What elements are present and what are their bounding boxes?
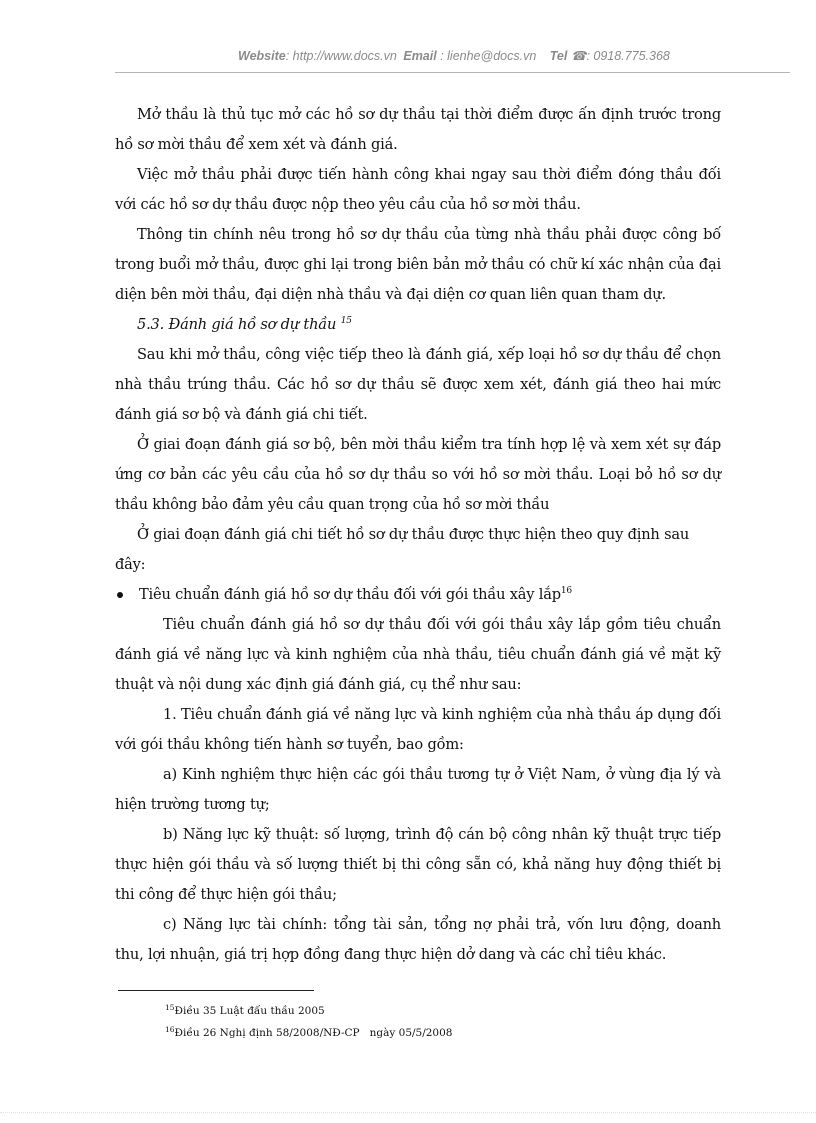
website-value: : http://www.docs.vn — [285, 49, 397, 63]
footnote-number: 16 — [165, 1025, 175, 1034]
paragraph-3: Thông tin chính nêu trong hồ sơ dự thầu của từng nhà thầu phải được công bố trong buổi mở thầu, được ghi lại trong biên bản mở thầu có chữ kí xác nhận của đại diện bên mời thầu, đại diện nhà thầu và đại diện cơ quan liên quan tham dự. — [115, 226, 721, 303]
paragraph-7: Tiêu chuẩn đánh giá hồ sơ dự thầu đối với gói thầu xây lắp gồm tiêu chuẩn đánh giá về năng lực và kinh nghiệm của nhà thầu, tiêu chuẩn đánh giá về mặt kỹ thuật và nội dung xác định giá đánh giá, cụ thể như sau: — [115, 616, 721, 693]
section-heading-text: 5.3. Đánh giá hồ sơ dự thầu — [137, 316, 337, 333]
paragraph-9: a) Kinh nghiệm thực hiện các gói thầu tương tự ở Việt Nam, ở vùng địa lý và hiện trường tương tự; — [115, 766, 721, 813]
email-value: : lienhe@docs.vn — [436, 49, 537, 63]
tel-value: : 0918.775.368 — [586, 49, 670, 63]
phone-icon: ☎ — [570, 49, 587, 63]
paragraph-2: Việc mở thầu phải được tiến hành công khai ngay sau thời điểm đóng thầu đối với các hồ sơ dự thầu được nộp theo yêu cầu của hồ sơ mời thầu. — [115, 166, 721, 213]
paragraph-11: c) Năng lực tài chính: tổng tài sản, tổng nợ phải trả, vốn lưu động, doanh thu, lợi nhuận, giá trị hợp đồng đang thực hiện dở dang và các chỉ tiêu khác. — [115, 916, 721, 963]
footnote-item — [165, 1022, 452, 1044]
bullet-text: Tiêu chuẩn đánh giá hồ sơ dự thầu đối với gói thầu xây lắp — [139, 586, 561, 603]
footnote-ref-15: 15 — [340, 316, 352, 326]
tel-label: Tel — [549, 49, 568, 63]
section-heading — [115, 310, 721, 340]
paragraph-6: Ở giai đoạn đánh giá chi tiết hồ sơ dự thầu được thực hiện theo quy định sau đây: — [115, 526, 690, 573]
footnote-number: 15 — [165, 1003, 175, 1012]
footnote-item — [165, 1000, 452, 1022]
footnote-divider — [118, 990, 314, 991]
paragraph-5: Ở giai đoạn đánh giá sơ bộ, bên mời thầu kiểm tra tính hợp lệ và xem xét sự đáp ứng cơ bản các yêu cầu của hồ sơ dự thầu so với hồ sơ mời thầu. Loại bỏ hồ sơ dự thầu không bảo đảm yêu cầu quan trọng của hồ sơ mời thầu — [115, 436, 721, 513]
page-header — [0, 48, 816, 66]
bullet-item — [115, 580, 721, 610]
footnotes — [165, 1000, 452, 1044]
bullet-icon — [117, 592, 123, 598]
website-label: Website — [238, 49, 286, 63]
paragraph-10: b) Năng lực kỹ thuật: số lượng, trình độ cán bộ công nhân kỹ thuật trực tiếp thực hiện gói thầu và số lượng thiết bị thi công sẵn có, khả năng huy động thiết bị thi công để thực hiện gói thầu; — [115, 826, 721, 903]
footnote-text: Điều 35 Luật đấu thầu 2005 — [174, 1005, 325, 1017]
email-label: Email — [403, 49, 437, 63]
header-divider — [115, 72, 790, 73]
paragraph-8: 1. Tiêu chuẩn đánh giá về năng lực và kinh nghiệm của nhà thầu áp dụng đối với gói thầu không tiến hành sơ tuyển, bao gồm: — [115, 706, 721, 753]
document-body — [115, 100, 721, 970]
paragraph-1: Mở thầu là thủ tục mở các hồ sơ dự thầu tại thời điểm được ấn định trước trong hồ sơ mời thầu để xem xét và đánh giá. — [115, 106, 721, 153]
footnote-text: Điều 26 Nghị định 58/2008/NĐ-CP ngày 05/5/2008 — [174, 1027, 453, 1039]
page-bottom-border — [0, 1112, 816, 1113]
footnote-ref-16: 16 — [560, 586, 572, 596]
paragraph-4: Sau khi mở thầu, công việc tiếp theo là đánh giá, xếp loại hồ sơ dự thầu để chọn nhà thầu trúng thầu. Các hồ sơ dự thầu sẽ được xem xét, đánh giá theo hai mức đánh giá sơ bộ và đánh giá chi tiết. — [115, 346, 721, 423]
